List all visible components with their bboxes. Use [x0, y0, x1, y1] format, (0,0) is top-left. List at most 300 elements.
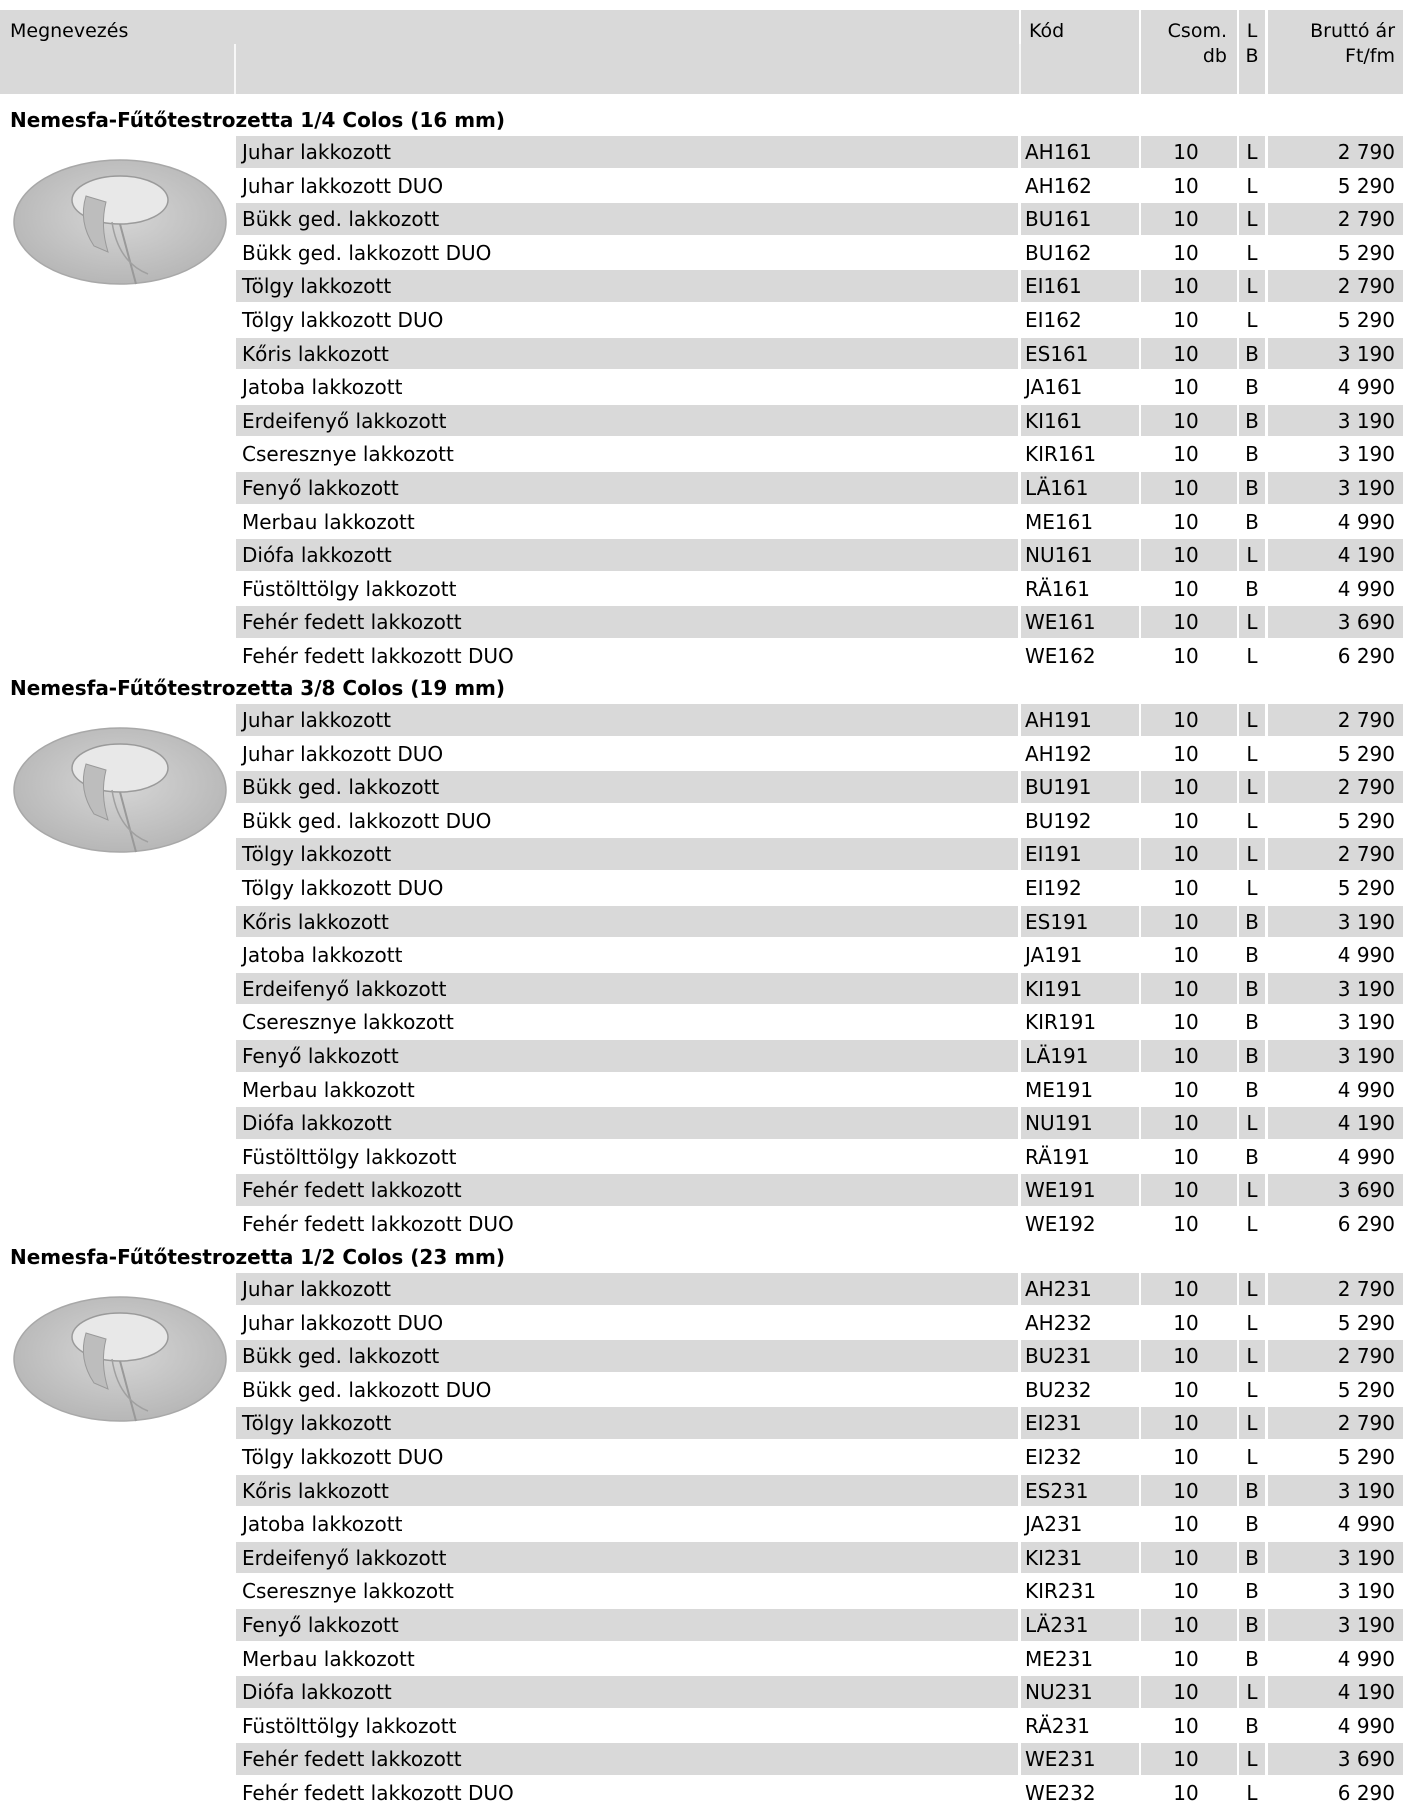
- lb-flag: L: [1246, 876, 1258, 900]
- product-name: Füstölttölgy lakkozott: [242, 1713, 457, 1738]
- product-code: WE231: [1021, 1743, 1139, 1775]
- pack-quantity: 10: [1173, 375, 1199, 400]
- table-row: [0, 1208, 1403, 1242]
- pack-quantity: 10: [1141, 270, 1237, 302]
- product-code: RÄ191: [1025, 1144, 1090, 1169]
- product-code: KIR161: [1025, 442, 1097, 467]
- gross-price: 4 990: [1337, 509, 1395, 534]
- lb-flag: L: [1246, 308, 1258, 332]
- gross-price: 5 290: [1337, 308, 1395, 332]
- gross-price: 6 290: [1337, 1781, 1395, 1805]
- product-code: JA161: [1025, 375, 1083, 400]
- product-name: Juhar lakkozott: [236, 704, 1018, 736]
- lb-flag: L: [1239, 704, 1265, 736]
- gross-price: 3 190: [1268, 973, 1403, 1005]
- product-name: Bükk ged. lakkozott DUO: [242, 240, 492, 265]
- header-lb-label-2: B: [1245, 45, 1259, 67]
- table-row: [0, 170, 1403, 204]
- pack-quantity: 10: [1141, 1174, 1237, 1206]
- gross-price: 3 190: [1268, 1475, 1403, 1507]
- product-code: ES231: [1021, 1475, 1139, 1507]
- product-name: Merbau lakkozott: [242, 1077, 415, 1102]
- pack-quantity: 10: [1173, 1144, 1199, 1169]
- table-row: [0, 973, 1403, 1007]
- table-row: [0, 1174, 1403, 1208]
- lb-flag: B: [1245, 943, 1259, 968]
- lb-flag: L: [1246, 1445, 1258, 1469]
- pack-quantity: 10: [1173, 741, 1199, 766]
- product-name: Kőris lakkozott: [236, 906, 1018, 938]
- pack-quantity: 10: [1173, 1377, 1199, 1402]
- product-name: Fehér fedett lakkozott DUO: [242, 1212, 514, 1236]
- product-name: Kőris lakkozott: [236, 1475, 1018, 1507]
- table-row: [0, 1710, 1403, 1744]
- product-code: WE191: [1021, 1174, 1139, 1206]
- lb-flag: B: [1245, 442, 1259, 467]
- product-name: Diófa lakkozott: [236, 1107, 1018, 1139]
- product-code: EI231: [1021, 1407, 1139, 1439]
- pack-quantity: 10: [1141, 136, 1237, 168]
- product-code: ME161: [1025, 509, 1094, 534]
- lb-flag: L: [1239, 270, 1265, 302]
- product-code: JA191: [1025, 943, 1083, 968]
- lb-flag: L: [1239, 1676, 1265, 1708]
- gross-price: 2 790: [1268, 270, 1403, 302]
- product-code: KIR191: [1025, 1010, 1097, 1035]
- pack-quantity: 10: [1173, 442, 1199, 467]
- pack-quantity: 10: [1173, 1212, 1199, 1236]
- product-name: Füstölttölgy lakkozott: [242, 1144, 457, 1169]
- table-row: [0, 405, 1403, 439]
- gross-price: 5 290: [1337, 173, 1395, 198]
- pack-quantity: 10: [1141, 1475, 1237, 1507]
- gross-price: 6 290: [1337, 644, 1395, 668]
- lb-flag: B: [1239, 405, 1265, 437]
- lb-flag: B: [1239, 472, 1265, 504]
- product-code: NU231: [1021, 1676, 1139, 1708]
- lb-flag: L: [1239, 136, 1265, 168]
- product-code: BU162: [1025, 240, 1092, 265]
- product-code: LÄ191: [1021, 1040, 1139, 1072]
- product-code: AH162: [1025, 173, 1092, 198]
- pack-quantity: 10: [1173, 876, 1199, 900]
- header-pack-cell: [1141, 10, 1237, 94]
- table-row: [0, 338, 1403, 372]
- pack-quantity: 10: [1141, 906, 1237, 938]
- table-row: [0, 1074, 1403, 1108]
- product-name: Merbau lakkozott: [242, 509, 415, 534]
- product-name: Jatoba lakkozott: [242, 943, 403, 968]
- product-name: Tölgy lakkozott: [236, 270, 1018, 302]
- product-name: Tölgy lakkozott: [236, 838, 1018, 870]
- table-row: [0, 1141, 1403, 1175]
- header-code-cell: [1021, 10, 1139, 94]
- pack-quantity: 10: [1141, 606, 1237, 638]
- lb-flag: L: [1239, 1174, 1265, 1206]
- gross-price: 3 190: [1268, 906, 1403, 938]
- product-name: Juhar lakkozott DUO: [242, 173, 444, 198]
- pack-quantity: 10: [1141, 472, 1237, 504]
- product-code: WE192: [1025, 1212, 1096, 1236]
- table-row: [0, 438, 1403, 472]
- table-row: [0, 805, 1403, 839]
- product-name: Jatoba lakkozott: [242, 375, 403, 400]
- lb-flag: L: [1239, 539, 1265, 571]
- table-row: [0, 1777, 1403, 1811]
- pack-quantity: 10: [1141, 203, 1237, 235]
- pack-quantity: 10: [1173, 1310, 1199, 1335]
- table-row: [0, 606, 1403, 640]
- product-name: Bükk ged. lakkozott: [236, 771, 1018, 803]
- pack-quantity: 10: [1173, 1010, 1199, 1035]
- lb-flag: B: [1245, 1010, 1259, 1035]
- product-name: Fehér fedett lakkozott: [236, 1743, 1018, 1775]
- lb-flag: B: [1245, 375, 1259, 400]
- lb-flag: B: [1245, 1512, 1259, 1537]
- product-name: Fehér fedett lakkozott: [236, 1174, 1018, 1206]
- product-name: Cseresznye lakkozott: [242, 442, 454, 467]
- product-name: Tölgy lakkozott DUO: [242, 308, 444, 332]
- product-code: AH232: [1025, 1310, 1092, 1335]
- product-code: NU191: [1021, 1107, 1139, 1139]
- lb-flag: L: [1246, 644, 1258, 668]
- lb-flag: L: [1239, 606, 1265, 638]
- gross-price: 4 990: [1337, 1646, 1395, 1671]
- section-title: Nemesfa-Fűtőtestrozetta 1/4 Colos (16 mm): [10, 108, 506, 132]
- table-row: [0, 872, 1403, 906]
- product-name: Fehér fedett lakkozott: [236, 606, 1018, 638]
- gross-price: 4 990: [1337, 1713, 1395, 1738]
- header-name-cell: [0, 10, 1019, 94]
- product-code: BU191: [1021, 771, 1139, 803]
- product-name: Erdeifenyő lakkozott: [236, 405, 1018, 437]
- lb-flag: L: [1246, 1310, 1258, 1335]
- table-row: [0, 1407, 1403, 1441]
- table-row: [0, 270, 1403, 304]
- gross-price: 4 990: [1337, 1144, 1395, 1169]
- product-code: KI231: [1021, 1542, 1139, 1574]
- pack-quantity: 10: [1141, 1407, 1237, 1439]
- lb-flag: L: [1246, 1377, 1258, 1402]
- gross-price: 3 190: [1337, 1010, 1395, 1035]
- product-code: AH191: [1021, 704, 1139, 736]
- gross-price: 5 290: [1337, 1445, 1395, 1469]
- gross-price: 5 290: [1337, 1310, 1395, 1335]
- product-name: Juhar lakkozott DUO: [242, 1310, 444, 1335]
- pack-quantity: 10: [1173, 509, 1199, 534]
- table-row: [0, 1508, 1403, 1542]
- table-row: [0, 371, 1403, 405]
- lb-flag: L: [1239, 771, 1265, 803]
- pack-quantity: 10: [1141, 973, 1237, 1005]
- product-name: Tölgy lakkozott DUO: [242, 876, 444, 900]
- lb-flag: B: [1239, 1542, 1265, 1574]
- table-row: [0, 1374, 1403, 1408]
- product-name: Diófa lakkozott: [236, 539, 1018, 571]
- gross-price: 3 190: [1337, 1579, 1395, 1604]
- gross-price: 3 690: [1268, 606, 1403, 638]
- product-name: Kőris lakkozott: [236, 338, 1018, 370]
- product-code: AH192: [1025, 741, 1092, 766]
- pack-quantity: 10: [1173, 644, 1199, 668]
- table-row: [0, 1340, 1403, 1374]
- product-code: KI191: [1021, 973, 1139, 1005]
- gross-price: 3 190: [1268, 1040, 1403, 1072]
- product-name: Bükk ged. lakkozott: [236, 1340, 1018, 1372]
- lb-flag: B: [1239, 973, 1265, 1005]
- table-row: [0, 1006, 1403, 1040]
- table-row: [0, 237, 1403, 271]
- product-code: EI162: [1025, 308, 1082, 332]
- product-name: Fenyő lakkozott: [236, 1609, 1018, 1641]
- header-divider: [234, 44, 236, 94]
- product-name: Fenyő lakkozott: [236, 1040, 1018, 1072]
- lb-flag: L: [1239, 203, 1265, 235]
- product-name: Cseresznye lakkozott: [242, 1010, 454, 1035]
- table-row: [0, 1676, 1403, 1710]
- header-pack-label-1: Csom.: [1167, 20, 1227, 42]
- table-row: [0, 136, 1403, 170]
- table-row: [0, 1542, 1403, 1576]
- product-name: Jatoba lakkozott: [242, 1512, 403, 1537]
- product-code: WE161: [1021, 606, 1139, 638]
- pack-quantity: 10: [1173, 1713, 1199, 1738]
- product-name: Cseresznye lakkozott: [242, 1579, 454, 1604]
- pack-quantity: 10: [1173, 308, 1199, 332]
- table-row: [0, 939, 1403, 973]
- pack-quantity: 10: [1141, 1676, 1237, 1708]
- table-row: [0, 1575, 1403, 1609]
- header-price-cell: [1268, 10, 1403, 94]
- lb-flag: B: [1245, 1077, 1259, 1102]
- product-code: BU231: [1021, 1340, 1139, 1372]
- header-name-label: Megnevezés: [10, 20, 129, 42]
- product-name: Tölgy lakkozott: [236, 1407, 1018, 1439]
- lb-flag: B: [1239, 1475, 1265, 1507]
- gross-price: 3 190: [1337, 442, 1395, 467]
- product-name: Tölgy lakkozott DUO: [242, 1445, 444, 1469]
- lb-flag: B: [1245, 509, 1259, 534]
- table-row: [0, 640, 1403, 674]
- gross-price: 4 990: [1337, 375, 1395, 400]
- header-price-label-2: Ft/fm: [1345, 45, 1395, 67]
- table-row: [0, 1107, 1403, 1141]
- pack-quantity: 10: [1173, 1579, 1199, 1604]
- gross-price: 2 790: [1268, 838, 1403, 870]
- gross-price: 5 290: [1337, 808, 1395, 833]
- table-row: [0, 472, 1403, 506]
- product-name: Erdeifenyő lakkozott: [236, 973, 1018, 1005]
- product-name: Bükk ged. lakkozott DUO: [242, 808, 492, 833]
- table-row: [0, 1040, 1403, 1074]
- product-name: Juhar lakkozott DUO: [242, 741, 444, 766]
- product-code: AH161: [1021, 136, 1139, 168]
- lb-flag: B: [1239, 1040, 1265, 1072]
- product-name: Bükk ged. lakkozott: [236, 203, 1018, 235]
- table-row: [0, 1609, 1403, 1643]
- pack-quantity: 10: [1141, 838, 1237, 870]
- product-code: NU161: [1021, 539, 1139, 571]
- table-row: [0, 771, 1403, 805]
- product-code: ES191: [1021, 906, 1139, 938]
- pack-quantity: 10: [1141, 1542, 1237, 1574]
- lb-flag: B: [1245, 1713, 1259, 1738]
- lb-flag: L: [1246, 240, 1258, 265]
- product-name: Fehér fedett lakkozott DUO: [242, 1781, 514, 1805]
- product-name: Erdeifenyő lakkozott: [236, 1542, 1018, 1574]
- pack-quantity: 10: [1173, 1781, 1199, 1805]
- gross-price: 3 190: [1268, 338, 1403, 370]
- section-title: Nemesfa-Fűtőtestrozetta 1/2 Colos (23 mm): [10, 1245, 506, 1269]
- product-code: EI232: [1025, 1445, 1082, 1469]
- gross-price: 4 190: [1268, 1676, 1403, 1708]
- gross-price: 5 290: [1337, 741, 1395, 766]
- lb-flag: L: [1246, 808, 1258, 833]
- lb-flag: B: [1245, 1144, 1259, 1169]
- product-name: Juhar lakkozott: [236, 1273, 1018, 1305]
- table-row: [0, 1475, 1403, 1509]
- product-name: Füstölttölgy lakkozott: [242, 576, 457, 601]
- product-name: Diófa lakkozott: [236, 1676, 1018, 1708]
- gross-price: 4 990: [1337, 576, 1395, 601]
- product-code: EI192: [1025, 876, 1082, 900]
- pack-quantity: 10: [1141, 1340, 1237, 1372]
- pack-quantity: 10: [1141, 1040, 1237, 1072]
- product-code: KIR231: [1025, 1579, 1097, 1604]
- product-code: EI161: [1021, 270, 1139, 302]
- product-code: KI161: [1021, 405, 1139, 437]
- product-code: ME231: [1025, 1646, 1094, 1671]
- gross-price: 5 290: [1337, 240, 1395, 265]
- pack-quantity: 10: [1173, 1445, 1199, 1469]
- table-row: [0, 1643, 1403, 1677]
- gross-price: 3 190: [1268, 405, 1403, 437]
- product-name: Merbau lakkozott: [242, 1646, 415, 1671]
- product-code: LÄ161: [1021, 472, 1139, 504]
- lb-flag: B: [1239, 1609, 1265, 1641]
- table-row: [0, 838, 1403, 872]
- gross-price: 3 690: [1268, 1743, 1403, 1775]
- table-row: [0, 1441, 1403, 1475]
- table-row: [0, 539, 1403, 573]
- product-code: RÄ231: [1025, 1713, 1090, 1738]
- lb-flag: L: [1246, 1781, 1258, 1805]
- section-title: Nemesfa-Fűtőtestrozetta 3/8 Colos (19 mm): [10, 676, 506, 700]
- gross-price: 4 190: [1268, 1107, 1403, 1139]
- product-name: Fehér fedett lakkozott DUO: [242, 644, 514, 668]
- product-code: ES161: [1021, 338, 1139, 370]
- table-row: [0, 1307, 1403, 1341]
- pack-quantity: 10: [1141, 338, 1237, 370]
- lb-flag: L: [1246, 1212, 1258, 1236]
- gross-price: 4 990: [1337, 943, 1395, 968]
- lb-flag: B: [1245, 1646, 1259, 1671]
- gross-price: 2 790: [1268, 771, 1403, 803]
- pack-quantity: 10: [1173, 1646, 1199, 1671]
- product-code: JA231: [1025, 1512, 1083, 1537]
- table-row: [0, 304, 1403, 338]
- gross-price: 4 990: [1337, 1512, 1395, 1537]
- pack-quantity: 10: [1141, 539, 1237, 571]
- table-row: [0, 506, 1403, 540]
- pack-quantity: 10: [1173, 808, 1199, 833]
- lb-flag: B: [1239, 338, 1265, 370]
- pack-quantity: 10: [1141, 771, 1237, 803]
- table-row: [0, 906, 1403, 940]
- pack-quantity: 10: [1141, 1107, 1237, 1139]
- header-pack-label-2: db: [1202, 45, 1227, 67]
- pack-quantity: 10: [1141, 1273, 1237, 1305]
- gross-price: 5 290: [1337, 876, 1395, 900]
- lb-flag: B: [1245, 1579, 1259, 1604]
- product-code: RÄ161: [1025, 576, 1090, 601]
- header-code-label: Kód: [1029, 20, 1065, 42]
- table-row: [0, 704, 1403, 738]
- gross-price: 3 190: [1268, 1609, 1403, 1641]
- gross-price: 4 190: [1268, 539, 1403, 571]
- gross-price: 2 790: [1268, 1407, 1403, 1439]
- lb-flag: L: [1239, 1340, 1265, 1372]
- lb-flag: L: [1246, 173, 1258, 198]
- gross-price: 2 790: [1268, 1273, 1403, 1305]
- lb-flag: L: [1239, 838, 1265, 870]
- pack-quantity: 10: [1141, 1743, 1237, 1775]
- pack-quantity: 10: [1141, 405, 1237, 437]
- product-code: ME191: [1025, 1077, 1094, 1102]
- gross-price: 2 790: [1268, 704, 1403, 736]
- lb-flag: B: [1239, 906, 1265, 938]
- gross-price: 2 790: [1268, 203, 1403, 235]
- lb-flag: L: [1239, 1107, 1265, 1139]
- header-lb-cell: [1239, 10, 1265, 94]
- gross-price: 3 190: [1268, 1542, 1403, 1574]
- product-code: BU232: [1025, 1377, 1092, 1402]
- product-code: WE232: [1025, 1781, 1096, 1805]
- header-lb-label-1: L: [1246, 20, 1258, 42]
- gross-price: 3 690: [1268, 1174, 1403, 1206]
- header-price-label-1: Bruttó ár: [1310, 20, 1395, 42]
- table-row: [0, 738, 1403, 772]
- pack-quantity: 10: [1141, 704, 1237, 736]
- pack-quantity: 10: [1173, 1512, 1199, 1537]
- pack-quantity: 10: [1173, 1077, 1199, 1102]
- product-name: Bükk ged. lakkozott DUO: [242, 1377, 492, 1402]
- lb-flag: L: [1239, 1407, 1265, 1439]
- gross-price: 5 290: [1337, 1377, 1395, 1402]
- product-code: AH231: [1021, 1273, 1139, 1305]
- lb-flag: L: [1239, 1273, 1265, 1305]
- product-code: BU161: [1021, 203, 1139, 235]
- pack-quantity: 10: [1173, 240, 1199, 265]
- gross-price: 2 790: [1268, 1340, 1403, 1372]
- product-name: Fenyő lakkozott: [236, 472, 1018, 504]
- gross-price: 6 290: [1337, 1212, 1395, 1236]
- table-row: [0, 1743, 1403, 1777]
- pack-quantity: 10: [1173, 576, 1199, 601]
- gross-price: 2 790: [1268, 136, 1403, 168]
- product-code: BU192: [1025, 808, 1092, 833]
- lb-flag: B: [1245, 576, 1259, 601]
- product-code: WE162: [1025, 644, 1096, 668]
- pack-quantity: 10: [1173, 173, 1199, 198]
- table-row: [0, 573, 1403, 607]
- gross-price: 3 190: [1268, 472, 1403, 504]
- product-code: LÄ231: [1021, 1609, 1139, 1641]
- pack-quantity: 10: [1173, 943, 1199, 968]
- table-row: [0, 1273, 1403, 1307]
- table-row: [0, 203, 1403, 237]
- product-name: Juhar lakkozott: [236, 136, 1018, 168]
